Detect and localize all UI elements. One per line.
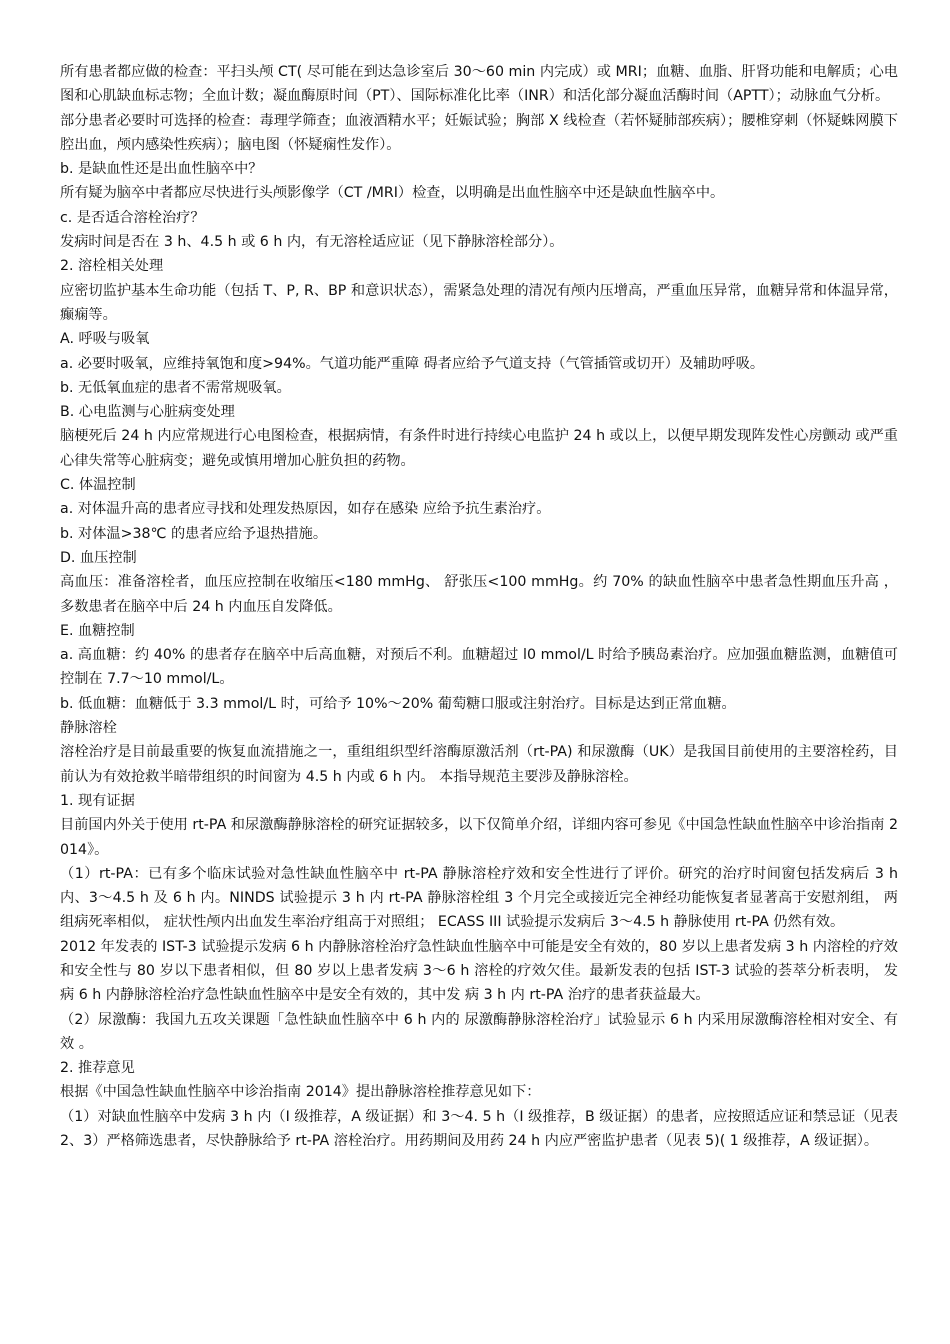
heading-ecg-monitoring: B. 心电监测与心脏病变处理: [60, 404, 235, 421]
paragraph-imaging: 所有疑为脑卒中者都应尽快进行头颅影像学（CT /MRI）检查，以明确是出血性脑卒中还是缺血性脑卒中。: [60, 185, 725, 202]
paragraph-urokinase-evidence: （2）尿激酶：我国九五攻关课题「急性缺血性脑卒中 6 h 内的 尿激酶静脉溶栓治疗」试验显示 6 h 内采用尿激酶溶栓相对安全、有效 。: [60, 1011, 898, 1052]
heading-iv-thrombolysis: 静脉溶栓: [60, 720, 117, 737]
paragraph-vital-monitoring: 应密切监护基本生命功能（包括 T、P, R、BP 和意识状态），需紧急处理的清况有颅内压增高，严重血压异常，血糖异常和体温异常，癫痫等。: [60, 282, 898, 323]
paragraph-recommendation-1: （1）对缺血性脑卒中发病 3 h 内（I 级推荐，A 级证据）和 3～4. 5 h（I 级推荐，B 级证据）的患者，应按照适应证和禁忌证（见表 2、3）严格筛选患者，尽快静脉给予 rt-PA 溶栓治疗。用药期间及用药 24 h 内应严密监护患者（见表 5)( 1 级推荐，A 级证据）。: [60, 1108, 898, 1150]
heading-thrombolysis-suitability: c. 是否适合溶栓治疗？: [60, 209, 205, 226]
paragraph-rt-pa-evidence: （1）rt-PA：已有多个临床试验对急性缺血性脑卒中 rt-PA 静脉溶栓疗效和安全性进行了评价。研究的治疗时间窗包括发病后 3 h 内、3～4.5 h 及 6 h 内。NINDS 试验提示 3 h 内 rt-PA 静脉溶栓组 3 个月完全或接近完全神经功能恢复者显著高于安慰剂组， 两组病死率相似， 症状性颅内出血发生率治疗组高于对照组； ECASS III 试验提示发病后 3～4.5 h 静脉使用 rt-PA 仍然有效。: [60, 865, 898, 931]
paragraph-hypoglycemia: b. 低血糖：血糖低于 3.3 mmol/L 时，可给予 10%～20% 葡萄糖口服或注射治疗。目标是达到正常血糖。: [60, 695, 736, 712]
heading-thrombolysis-management: 2. 溶栓相关处理: [60, 258, 164, 275]
heading-respiration-oxygen: A. 呼吸与吸氧: [60, 331, 150, 348]
paragraph-thrombolysis-intro: 溶栓治疗是目前最重要的恢复血流措施之一，重组组织型纤溶酶原激活剂（rt-PA) 和尿激酶（UK）是我国目前使用的主要溶栓药，目前认为有效抢救半暗带组织的时间窗为 4.5 h 内或 6 h 内。 本指导规范主要涉及静脉溶栓。: [60, 744, 898, 785]
heading-current-evidence: 1. 现有证据: [60, 792, 135, 809]
paragraph-oxygen-b: b. 无低氧血症的患者不需常规吸氧。: [60, 379, 291, 396]
paragraph-hypertension: 高血压：准备溶栓者，血压应控制在收缩压<180 mmHg、 舒张压<100 mmHg。约 70% 的缺血性脑卒中患者急性期血压升高 ，多数患者在脑卒中后 24 h 内血压自发降低。: [60, 574, 898, 615]
paragraph-evidence-overview: 目前国内外关于使用 rt-PA 和尿激酶静脉溶栓的研究证据较多，以下仅简单介绍，详细内容可参见《中国急性缺血性脑卒中诊治指南 2014》。: [60, 817, 898, 858]
paragraph-ist3-evidence: 2012 年发表的 IST-3 试验提示发病 6 h 内静脉溶栓治疗急性缺血性脑卒中可能是安全有效的，80 岁以上患者发病 3 h 内溶栓的疗效和安全性与 80 岁以下患者相似，但 80 岁以上患者发病 3～6 h 溶栓的疗效欠佳。最新发表的包括 IST-3 试验的荟萃分析表明， 发病 6 h 内静脉溶栓治疗急性缺血性脑卒中是安全有效的，其中发 病 3 h 内 rt-PA 治疗的患者获益最大。: [60, 938, 898, 1004]
paragraph-temperature-a: a. 对体温升高的患者应寻找和处理发热原因，如存在感染 应给予抗生素治疗。: [60, 501, 551, 518]
paragraph-recommendation-intro: 根据《中国急性缺血性脑卒中诊治指南 2014》提出静脉溶栓推荐意见如下：: [60, 1084, 541, 1101]
paragraph-ecg: 脑梗死后 24 h 内应常规进行心电图检查，根据病情，有条件时进行持续心电监护 24 h 或以上，以便早期发现阵发性心房颤动 或严重心律失常等心脏病变；避免或慎用增加心脏负担的药物。: [60, 428, 898, 469]
heading-temperature-control: C. 体温控制: [60, 477, 136, 494]
paragraph-temperature-b: b. 对体温>38℃ 的患者应给予退热措施。: [60, 525, 328, 542]
heading-blood-pressure: D. 血压控制: [60, 549, 137, 566]
paragraph-oxygen-a: a. 必要时吸氧，应维持氧饱和度>94%。气道功能严重障 碍者应给予气道支持（气管插管或切开）及辅助呼吸。: [60, 355, 765, 372]
heading-blood-glucose: E. 血糖控制: [60, 622, 135, 639]
document-page: [60, 60, 898, 1153]
paragraph-hyperglycemia: a. 高血糖：约 40% 的患者存在脑卒中后高血糖，对预后不利。血糖超过 l0 mmol/L 时给予胰岛素治疗。应加强血糖监测，血糖值可控制在 7.7～10 mmol/L。: [60, 647, 898, 688]
paragraph-optional-exams: 部分患者必要时可选择的检查：毒理学筛查；血液酒精水平；妊娠试验；胸部 X 线检查（若怀疑肺部疾病）；腰椎穿刺（怀疑蛛网膜下腔出血，颅内感染性疾病）；脑电图（怀疑痫性发作）。: [60, 112, 898, 153]
paragraph-onset-time: 发病时间是否在 3 h、4.5 h 或 6 h 内，有无溶栓适应证（见下静脉溶栓部分）。: [60, 234, 564, 251]
paragraph-required-exams: 所有患者都应做的检查：平扫头颅 CT( 尽可能在到达急诊室后 30～60 min 内完成）或 MRI；血糖、血脂、肝肾功能和电解质；心电图和心肌缺血标志物；全血计数；凝血酶原时间（PT）、国际标准化比率（INR）和活化部分凝血活酶时间（APTT）；动脉血气分析。: [60, 64, 898, 105]
heading-ischemic-or-hemorrhagic: b. 是缺血性还是出血性脑卒中？: [60, 161, 263, 178]
heading-recommendations: 2. 推荐意见: [60, 1060, 135, 1077]
